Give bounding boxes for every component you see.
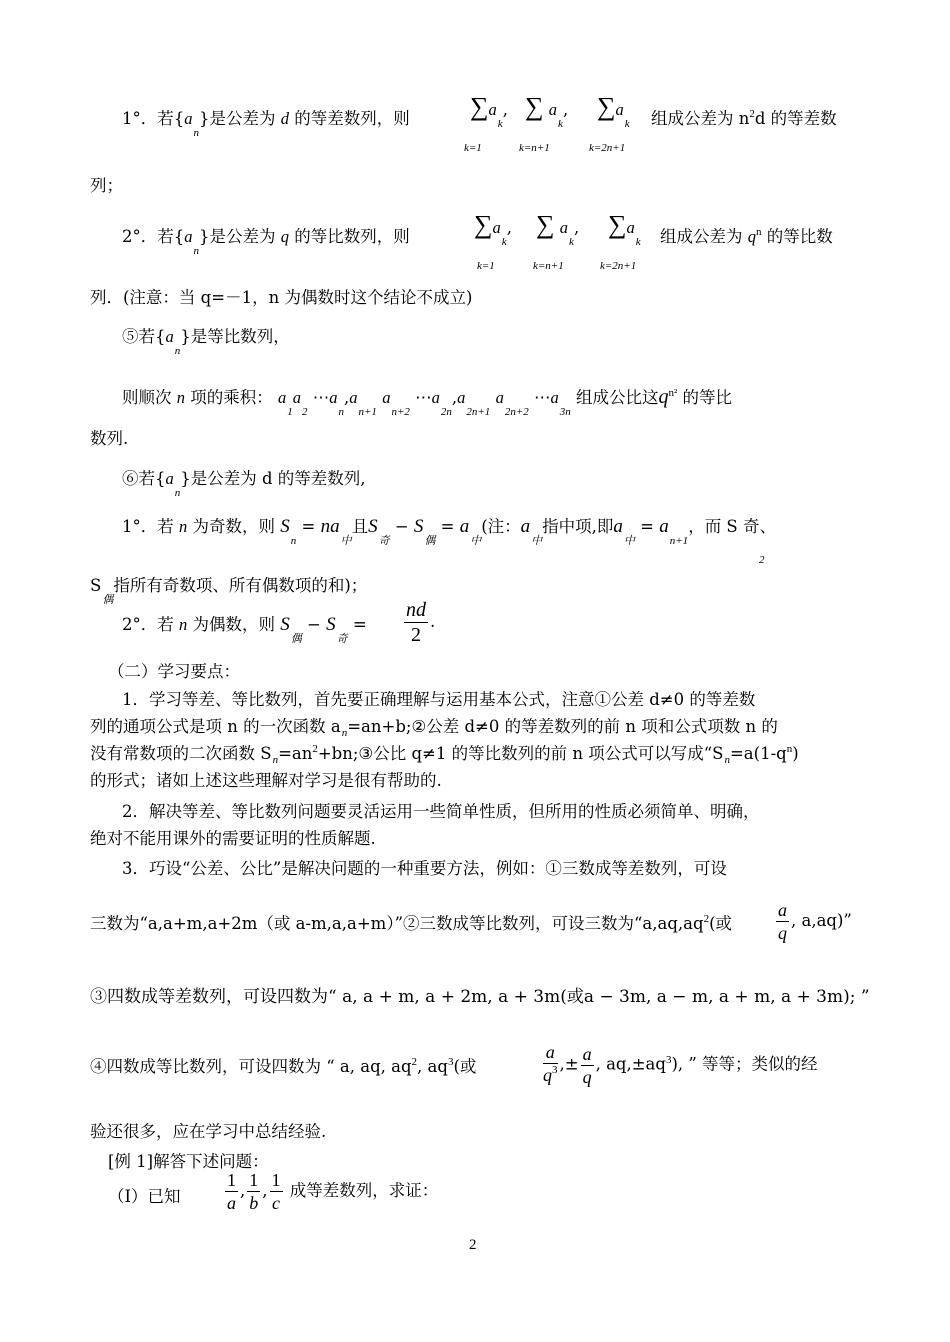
p5-product: 则顺次 n 项的乘积： $a_1a_2$ $\cdots a_n,a_{n+1}$ $a_{n+2}$ $\cdots a_{2n},a_{2n+1}$ $a_{2n+2}$ $\cdots a_{3n}$ 组成公比这$q^{n^2}$ 的等比 <box>122 386 733 418</box>
item1-line1: 1．学习等差、等比数列，首先要正确理解与运用基本公式，注意①公差 d≠0 的等差数 <box>122 690 756 709</box>
p6-label: ⑥若$\{a_n\}$是公差为 d 的等差数列, <box>122 469 366 499</box>
p5-label: ⑤若$\{a_n\}$是等比数列， <box>122 327 290 357</box>
sum2-lower: k=n+1 <box>519 142 550 154</box>
sum2: ∑ $a_k$, <box>525 92 569 130</box>
sum3: $\sum a_k$ <box>597 92 630 130</box>
item3-line2: 三数为“a,a+m,a+2m（或 a-m,a,a+m）”②三数成等比数列，可设三数为“$a,aq,aq^2$(或 <box>90 913 732 933</box>
example-label: [例 1]解答下述问题： <box>108 1152 269 1171</box>
item3-line4: ④四数成等比数列，可设四数为 “ a, aq, $aq^2$, $aq^3$(或 <box>90 1056 477 1076</box>
example-fracs: $\frac{1}{a}$ , $\frac{1}{b}$ , $\frac{1}{c}$ 成等差数列，求证： <box>227 1170 439 1213</box>
p1-line1: 1°．若$\{a_n\}$是公差为 d 的等差数列，则 <box>122 109 410 139</box>
item2-line1: 2．解决等差、等比数列问题要灵活运用一些简单性质，但所用的性质必须简单、明确， <box>122 802 760 821</box>
sum6: $\sum a_k$ <box>608 210 641 248</box>
p2-cont: 列．(注意：当 q=－1，n 为偶数时这个结论不成立) <box>90 288 473 307</box>
sum5: ∑ $a_k$, <box>536 210 580 248</box>
p6-odd: 1°．若 n 为奇数，则 $S_n = na_中$且$S_奇 - S_偶 = a_中$(注：$a_中$指中项,即$a_中 = a_{n+1}$，而 S 奇、 <box>122 516 776 547</box>
p5-cont: 数列. <box>90 429 129 448</box>
p1-cont: 列； <box>90 176 123 195</box>
item1-line2: 列的通项公式是项 n 的一次函数 $a_n=an+b;②$公差 d≠0 的等差数列的前 n 项和公式项数 n 的 <box>90 717 778 739</box>
example-part1: （Ⅰ）已知 <box>108 1187 181 1206</box>
item1-line3: 没有常数项的二次函数 $S_n=an^2+bn;③$公比 q≠1 的等比数列的前 n 项公式可以写成“$S_n=a(1-q^n)$ <box>90 743 799 766</box>
p2-line1: 2°．若$\{a_n\}$是公差为 q 的等比数列，则 <box>122 227 410 257</box>
item3-line5: 验还很多，应在学习中总结经验. <box>90 1122 327 1141</box>
p1-tail: 组成公差为 $n^2d$ 的等差数 <box>651 108 837 128</box>
item2-line2: 绝对不能用课外的需要证明的性质解题. <box>90 829 376 848</box>
sum4-lower: k=1 <box>477 260 495 272</box>
even-frac: $\frac{nd}{2}$ . <box>406 599 436 646</box>
page-number: 2 <box>469 1237 477 1253</box>
item3-frac-aq: $\frac{a}{q}$ , a,aq)” <box>778 900 852 943</box>
item3-line1: 3．巧设“公差、公比”是解决问题的一种重要方法，例如：①三数成等差数列，可设 <box>122 859 727 878</box>
sum1-lower: k=1 <box>464 142 482 154</box>
item3-line3: ③四数成等差数列，可设四数为“ a, a + m, a + 2m, a + 3m(或a − 3m, a − m, a + m, a + 3m); ” <box>90 987 870 1007</box>
sum6-lower: k=2n+1 <box>600 260 637 272</box>
mid-index-den: 2 <box>759 554 765 566</box>
sum4: $\sum a_k$, <box>474 210 512 248</box>
sum1: $\sum a_k$, <box>470 92 508 130</box>
item1-line4: 的形式；诸如上述这些理解对学习是很有帮助的. <box>90 771 442 790</box>
section-heading: （二）学习要点： <box>108 662 240 681</box>
sum5-lower: k=n+1 <box>533 260 564 272</box>
p6-even: 2°．若 n 为偶数，则 $S_偶 - S_奇$ = <box>122 614 367 645</box>
item3-fracs: $\frac{a}{q^3}$ ,± $\frac{a}{q}$ , $aq,\pm aq^3$), ” 等等；类似的经 <box>543 1042 818 1087</box>
p2-tail: 组成公差为 $q^n$ 的等比数 <box>660 226 833 246</box>
p6-cont: $S_偶$指所有奇数项、所有偶数项的和)； <box>90 576 368 606</box>
sum3-lower: k=2n+1 <box>589 142 626 154</box>
